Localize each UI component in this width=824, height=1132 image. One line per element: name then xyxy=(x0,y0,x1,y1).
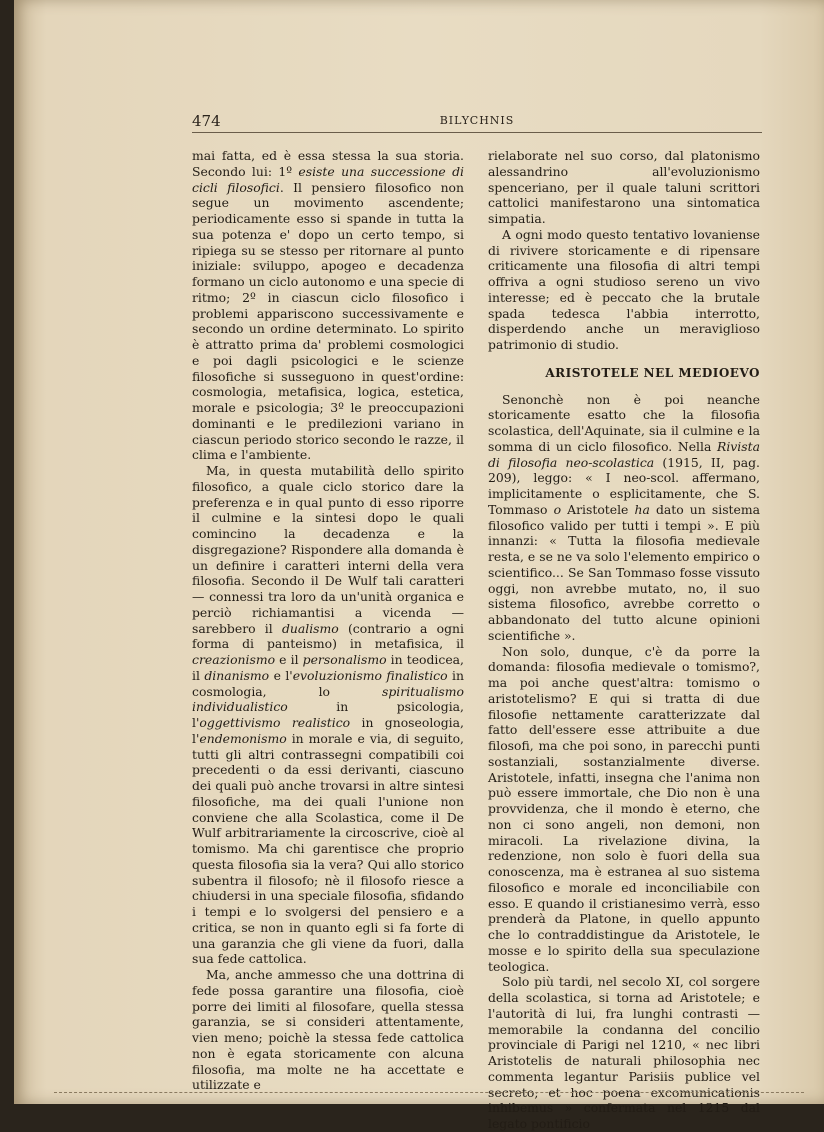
page-header xyxy=(192,110,762,133)
italic-text: oggettivismo realistico xyxy=(199,715,351,730)
page-number: 474 xyxy=(192,112,221,130)
paragraph: Ma, in questa mutabilità dello spirito filosofico, a quale ciclo storico dare la preferenza e in qual punto di esso riporre il culmine e la sintesi dopo le quali comincino la decadenza e la disgregazione? Rispondere alla domanda è un definire i caratteri interni della vera filosofia. Secondo il De Wulf tali caratteri — connessi tra loro da un'unità organica e perciò richiamantisi a vicenda — sarebbero il dualismo (contrario a ogni forma di panteismo) in metafisica, il creazionismo e il personalismo in teodicea, il dinanismo e l'evoluzionismo finalistico in cosmologia, lo spiritualismo individualistico in psicologia, l'oggettivismo realistico in gnoseologia, l'endemonismo in morale e via, di seguito, tutti gli altri contrassegni compatibili coi precedenti o da essi derivanti, ciascuno dei quali può anche trovarsi in altre sintesi filosofiche, ma dei quali l'unione non conviene che alla Scolastica, come il De Wulf arbitrariamente la circoscrive, cioè al tomismo. Ma chi garentisce che proprio questa filosofia sia la vera? Qui allo storico subentra il filosofo; nè il filosofo riesce a chiudersi in una speciale filosofia, sfidando i tempi e lo svolgersi del pensiero e a critica, se non in quanto egli si fa forte di una garanzia che gli viene da fuori, dalla sua fede cattolica. xyxy=(192,463,464,967)
italic-text: o xyxy=(553,501,562,517)
paragraph: A ogni modo questo tentativo lovaniense di rivivere storicamente e di ripensare criticamente una filosofia di altri tempi offriva a ogni studioso sereno un vivo interesse; ed è peccato che la brutale spada tedesca l'abbia interrotto, disperdendo anche un meraviglioso patrimonio di studio. xyxy=(488,226,760,352)
book-page xyxy=(14,0,824,1131)
italic-text: ha xyxy=(634,501,650,517)
italic-text: endemonismo xyxy=(199,730,287,746)
running-head: BILYCHNIS xyxy=(439,114,515,127)
right-column-top-text xyxy=(488,148,760,353)
italic-text: spiritualismo individualistico xyxy=(192,683,464,715)
italic-text: esiste una successione di cicli filosofici xyxy=(192,163,464,195)
italic-text: dinanismo xyxy=(204,667,270,683)
left-column xyxy=(192,148,464,1093)
paragraph: rielaborate nel suo corso, dal platonismo alessandrino all'evoluzionismo spenceriano, per il quale taluni scrittori cattolici manifestarono una sintomatica simpatia. xyxy=(488,148,760,226)
italic-text: dualismo xyxy=(281,620,339,636)
right-column-bottom-text xyxy=(488,392,760,1132)
paragraph: Non solo, dunque, c'è da porre la domanda: filosofia medievale o tomismo?, ma poi anche quest'altra: tomismo o aristotelismo? E qui si tratta di due filosofie nettamente caratterizzate dal fatto dell'essere esse attribuite a due filosofi, ma che poi sono, in parecchi punti sostanziali, sostanzialmente diverse. Aristotele, infatti, insegna che l'anima non può essere immortale, che Dio non è una provvidenza, che il mondo è eterno, che non ci sono angeli, non demoni, non miracoli. La rivelazione divina, la redenzione, non solo è fuori della sua conoscenza, ma è estranea al suo sistema filosofico e morale ed inconciliabile con esso. E quando il cristianesimo verrà, esso prenderà da Platone, in quello appunto che lo contraddistingue da Aristotele, le mosse e lo spirito della sua speculazione teologica. xyxy=(488,643,760,974)
paragraph: mai fatta, ed è essa stessa la sua storia. Secondo lui: 1º esiste una successione di cicli filosofici. Il pensiero filosofico non segue un movimento ascendente; periodicamente esso si spande in tutta la sua potenza e' dopo un certo tempo, si ripiega su se stesso per ritornare al punto iniziale: sviluppo, apogeo e decadenza formano un ciclo autonomo e una specie di ritmo; 2º in ciascun ciclo filosofico i problemi appariscono successivamente e secondo un ordine determinato. Lo spirito è attratto prima da' problemi cosmologici e poi dagli psicologici e le scienze filosofiche si susseguono in quest'ordine: cosmologia, metafisica, logica, estetica, morale e psicologia; 3º le preoccupazioni dominanti e le predilezioni variano in ciascun periodo storico secondo le razze, il clima e l'ambiente. xyxy=(192,148,464,463)
italic-text: evoluzionismo finalistico xyxy=(292,667,448,683)
italic-text: Rivista di filosofia neo-scolastica xyxy=(488,438,760,470)
paragraph: Senonchè non è poi neanche storicamente esatto che la filosofia scolastica, dell'Aquinate, sia il culmine e la somma di un ciclo filosofico. Nella Rivista di filosofia neo-scolastica (1915, II, pag. 209), leggo: « I neo-scol. affermano, implicitamente o esplicitamente, che S. Tommaso o Aristotele ha dato un sistema filosofico valido per tutti i tempi ». E più innanzi: « Tutta la filosofia medievale resta, e se ne va solo l'elemento empirico o scientifico... Se San Tommaso fosse vissuto oggi, non avrebbe mutato, no, il suo sistema filosofico, avrebbe corretto o abbandonato del tutto alcune opinioni scientifiche ». xyxy=(488,391,760,643)
paragraph: Ma, anche ammesso che una dottrina di fede possa garantire una filosofia, cioè porre dei limiti al filosofare, quella stessa garanzia, se si consideri attentamente, vien meno; poichè la stessa fede cattolica non è egata storicamente con alcuna filosofia, ma molte ne ha accettate e utilizzate e xyxy=(192,967,464,1093)
italic-text: creazionismo xyxy=(192,652,276,667)
paragraph: Solo più tardi, nel secolo XI, col sorgere della scolastica, si torna ad Aristotele; e l'autorità di lui, fra lunghi contrasti — memorabile la condanna del concilio provinciale di Parigi nel 1210, « nec libri Aristotelis de naturali philosophia nec commenta legantur Parisiis publice vel secreto; et hoc poena excomunicationis inhibemus » confermata nel 1215 dal legato pontificio xyxy=(488,974,760,1131)
right-column xyxy=(488,148,760,1132)
section-heading: ARISTOTELE NEL MEDIOEVO xyxy=(545,365,760,380)
page-bottom-edge xyxy=(54,1092,804,1093)
italic-text: personalismo xyxy=(302,652,387,667)
